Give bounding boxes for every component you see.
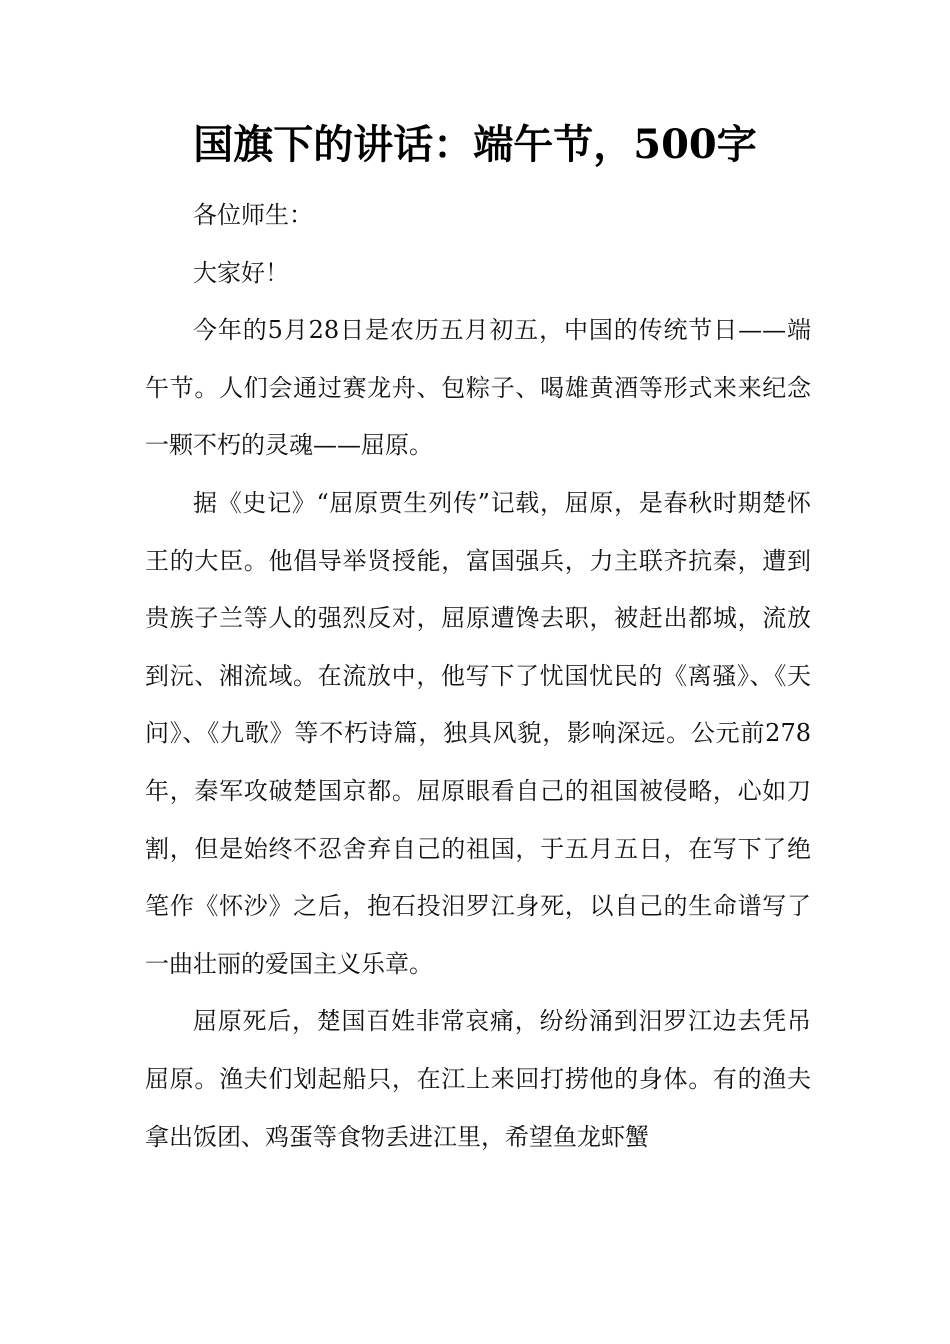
- document-title: 国旗下的讲话：端午节，500字: [193, 121, 757, 168]
- body-paragraph: 屈原死后，楚国百姓非常哀痛，纷纷涌到汨罗江边去凭吊屈原。渔夫们划起船只，在江上来回打捞他的身体。有的渔夫拿出饭团、鸡蛋等食物丢进江里，希望鱼龙虾蟹: [145, 1007, 811, 1151]
- body-paragraph: 今年的5月28日是农历五月初五，中国的传统节日——端午节。人们会通过赛龙舟、包粽子、喝雄黄酒等形式来来纪念一颗不朽的灵魂——屈原。: [145, 316, 811, 460]
- greeting-paragraph: 各位师生：: [193, 201, 313, 229]
- document-body: [145, 187, 811, 1166]
- body-paragraph: 据《史记》“屈原贾生列传”记载，屈原，是春秋时期楚怀王的大臣。他倡导举贤授能，富国强兵，力主联齐抗秦，遭到贵族子兰等人的强烈反对，屈原遭馋去职，被赶出都城，流放到沅、湘流域。在流放中，他写下了忧国忧民的《离骚》、《天问》、《九歌》等不朽诗篇，独具风貌，影响深远。公元前278年，秦军攻破楚国京都。屈原眼看自己的祖国被侵略，心如刀割，但是始终不忍舍弃自己的祖国，于五月五日，在写下了绝笔作《怀沙》之后，抱石投汨罗江身死，以自己的生命谱写了一曲壮丽的爱国主义乐章。: [145, 488, 811, 978]
- salutation-paragraph: 大家好！: [193, 258, 289, 287]
